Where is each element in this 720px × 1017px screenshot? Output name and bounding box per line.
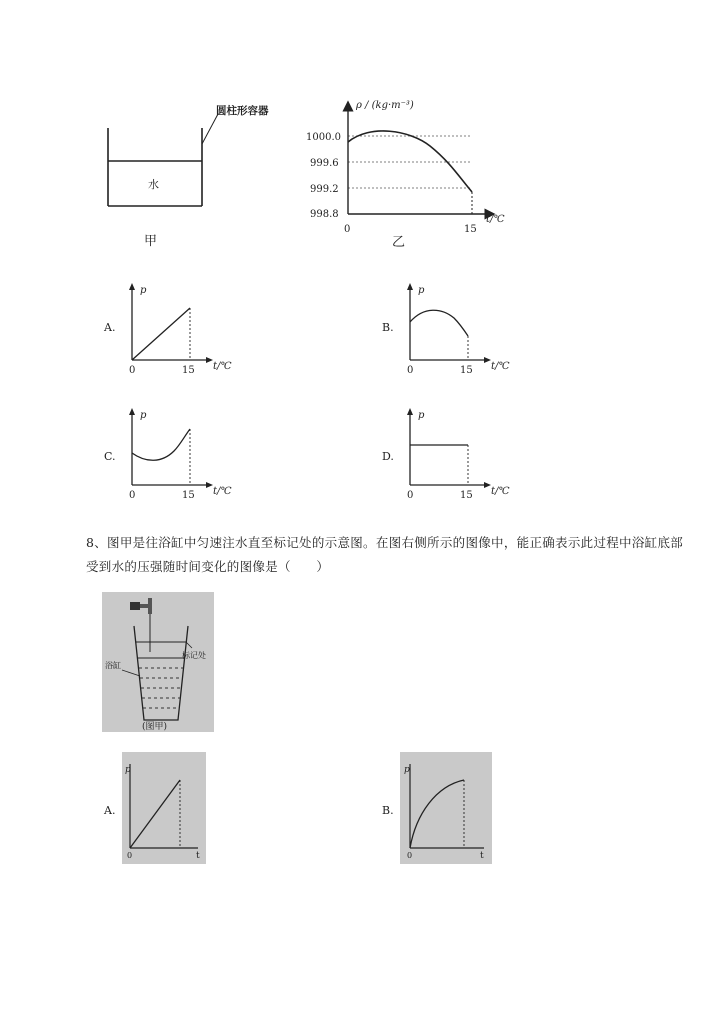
q7-option-a-graph[interactable] <box>118 280 248 380</box>
q8-option-a-graph[interactable] <box>122 752 206 864</box>
y-axis-label: p <box>125 765 131 775</box>
water-label: 水 <box>148 178 159 191</box>
q7-option-d-letter[interactable]: D. <box>382 450 394 463</box>
y-axis-label: p <box>418 285 425 296</box>
x-tick-15: 15 <box>460 365 473 376</box>
bathtub-diagram <box>102 592 214 732</box>
y-axis-label: p <box>404 765 410 775</box>
x-axis-label: t/℃ <box>213 361 232 372</box>
water-dashes <box>139 668 183 708</box>
x-tick-15: 15 <box>464 224 477 235</box>
origin-label: 0 <box>407 365 414 376</box>
y-axis-label: ρ / (kg·m⁻³) <box>356 100 414 111</box>
x-tick-15: 15 <box>460 490 473 501</box>
pressure-curve <box>130 780 180 848</box>
pressure-curve <box>132 429 190 460</box>
x-axis-label: t/℃ <box>213 486 232 497</box>
q7-option-b-letter[interactable]: B. <box>382 321 394 334</box>
origin-label: 0 <box>344 224 351 235</box>
x-axis-label: t/℃ <box>491 486 510 497</box>
x-axis-label: t <box>196 851 200 861</box>
figure-jia-caption: 甲 <box>144 234 158 249</box>
q8-option-b-graph[interactable] <box>400 752 492 864</box>
y-axis-arrow <box>407 408 413 415</box>
q8-option-b-letter[interactable]: B. <box>382 804 394 817</box>
figure-yi-caption: 乙 <box>392 235 406 250</box>
y-axis-arrow <box>129 408 135 415</box>
q7-option-a-letter[interactable]: A. <box>104 321 116 334</box>
figure-caption: (图甲) <box>142 722 168 732</box>
q8-figure-photo <box>102 592 214 732</box>
y-tick-998-8: 998.8 <box>310 209 339 220</box>
origin-label: 0 <box>129 490 136 501</box>
y-axis-label: p <box>140 285 147 296</box>
q7-option-d-graph[interactable] <box>396 405 526 505</box>
faucet-handle <box>130 602 140 610</box>
y-axis-label: p <box>140 410 147 421</box>
origin-label: 0 <box>129 365 136 376</box>
x-axis-arrow <box>206 357 213 363</box>
tub-label: 浴缸 <box>105 661 121 670</box>
mark-label-leader <box>186 642 192 648</box>
x-tick-15: 15 <box>182 490 195 501</box>
tub-label-leader <box>122 670 140 676</box>
q7-option-c-graph[interactable] <box>118 405 248 505</box>
pressure-curve <box>410 780 464 848</box>
y-tick-999-6: 999.6 <box>310 158 339 169</box>
container-label-leader <box>202 114 218 144</box>
figure-jia <box>100 100 290 250</box>
faucet-icon <box>140 598 152 614</box>
x-axis-arrow <box>206 482 213 488</box>
pressure-curve <box>132 308 190 360</box>
x-axis-label: t/℃ <box>491 361 510 372</box>
origin-label: 0 <box>407 851 413 860</box>
y-axis-arrow <box>129 283 135 290</box>
origin-label: 0 <box>407 490 414 501</box>
q7-option-c-letter[interactable]: C. <box>104 450 116 463</box>
x-axis-label: t <box>480 851 484 861</box>
y-axis-arrow <box>407 283 413 290</box>
pressure-curve <box>410 310 468 336</box>
bathtub-outline <box>134 626 188 720</box>
origin-label: 0 <box>127 851 133 860</box>
mark-label: 标记处 <box>182 651 206 660</box>
x-axis-label: t/℃ <box>486 214 505 225</box>
q7-option-b-graph[interactable] <box>396 280 526 380</box>
x-axis-arrow <box>484 357 491 363</box>
x-axis-arrow <box>484 482 491 488</box>
container-label: 圆柱形容器 <box>216 105 269 117</box>
q8-option-a-letter[interactable]: A. <box>104 804 116 817</box>
density-curve <box>348 131 472 192</box>
figure-yi <box>300 90 530 250</box>
y-axis-label: p <box>418 410 425 421</box>
x-tick-15: 15 <box>182 365 195 376</box>
question-8-text: 8、图甲是往浴缸中匀速注水直至标记处的示意图。在图右侧所示的图像中，能正确表示此过程中浴缸底部受到水的压强随时间变化的图像是（ ） <box>86 535 684 574</box>
y-tick-999-2: 999.2 <box>310 184 339 195</box>
y-tick-1000: 1000.0 <box>306 132 341 143</box>
